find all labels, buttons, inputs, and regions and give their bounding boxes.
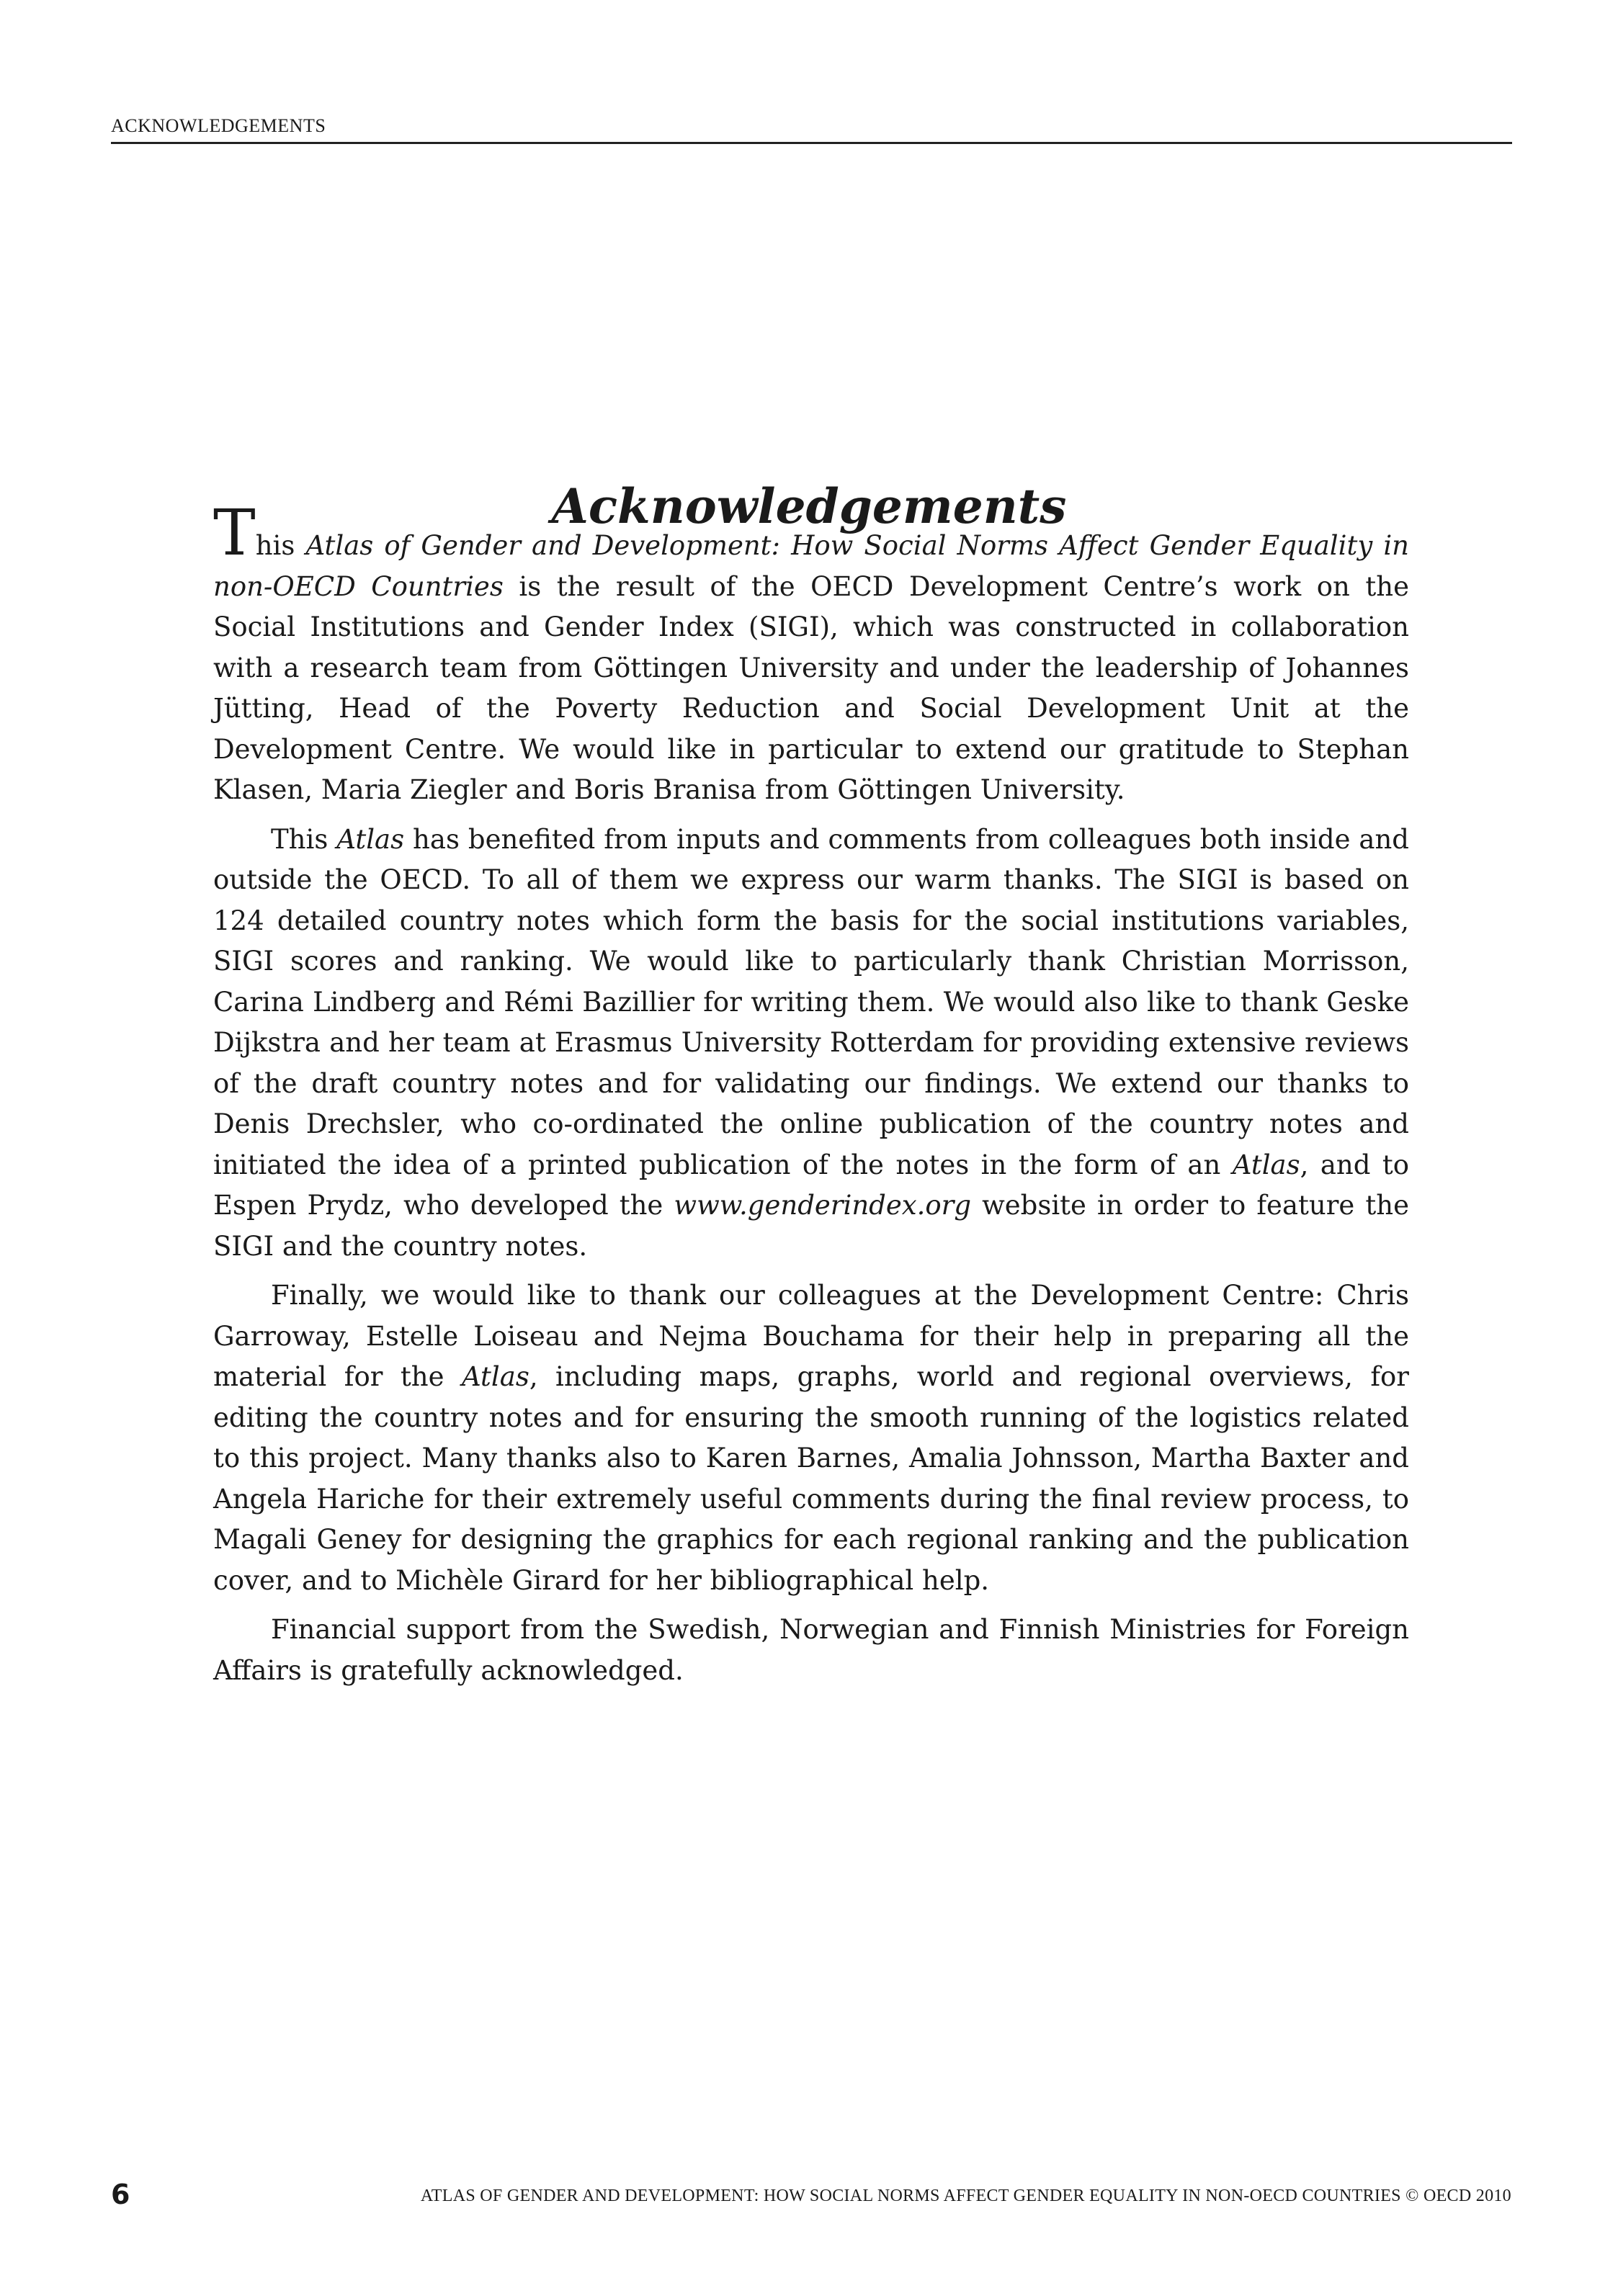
paragraph-2-text: has benefited from inputs and comments from colleagues both inside and outside the OECD. To all of them we express our warm thanks. The SIGI is based on 124 detailed country notes which form the basis for the social institutions variables, SIGI scores and ranking. We would like to particularly thank Christian Morrisson, Carina Lindberg and Rémi Bazillier for writing them. We would also like to thank Geske Dijkstra and her team at Erasmus University Rotterdam for providing extensive reviews of the draft country notes and for validating our findings. We extend our thanks to Denis Drechsler, who co-ordinated the online publication of the country notes and initiated the idea of a printed publication of the notes in the form of an (213, 823, 1409, 1180)
paragraph-2 (213, 820, 1409, 1268)
footer-text: ATLAS OF GENDER AND DEVELOPMENT: HOW SOCIAL NORMS AFFECT GENDER EQUALITY IN NON-OECD COUNTRIES © OECD 2010 (420, 2187, 1511, 2205)
header-rule (111, 142, 1512, 144)
paragraph-3-text: , including maps, graphs, world and regional overviews, for editing the country notes and for ensuring the smooth running of the logistics related to this project. Many thanks also to Karen Barnes, Amalia Johnsson, Martha Baxter and Angela Hariche for their extremely useful comments during the final review process, to Magali Geney for designing the graphics for each regional ranking and the publication cover, and to Michèle Girard for her bibliographical help. (213, 1361, 1409, 1596)
paragraph-4-text: Financial support from the Swedish, Norwegian and Finnish Ministries for Foreign Affairs is gratefully acknowledged. (213, 1614, 1409, 1686)
paragraph-2-text: website in order to feature the SIGI and the country notes. (213, 1190, 1409, 1262)
page-title: Acknowledgements (551, 478, 1067, 535)
paragraph-4 (213, 1610, 1409, 1691)
atlas-italic: Atlas (336, 823, 405, 855)
paragraph-1-text: his (255, 530, 306, 561)
website-url: www.genderindex.org (674, 1190, 972, 1221)
paragraph-1-text: is the result of the OECD Development Centre’s work on the Social Institutions and Gender Index (SIGI), which was constructed in collaboration with a research team from Göttingen University and under the leadership of Johannes Jütting, Head of the Poverty Reduction and Social Development Unit at the Development Centre. We would like in particular to extend our gratitude to Stephan Klasen, Maria Ziegler and Boris Branisa from Göttingen University. (213, 570, 1409, 805)
atlas-italic: Atlas (1232, 1149, 1300, 1180)
paragraph-2-text: , and to Espen Prydz, who developed the (213, 1149, 1409, 1221)
running-header: ACKNOWLEDGEMENTS (111, 115, 326, 136)
atlas-italic: Atlas (461, 1361, 529, 1392)
drop-cap: T (213, 495, 256, 570)
paragraph-3 (213, 1275, 1409, 1601)
page-number: 6 (111, 2179, 130, 2210)
paragraph-3-text: Finally, we would like to thank our colleagues at the Development Centre: Chris Garroway, Estelle Loiseau and Nejma Bouchama for their help in preparing all the material for the (213, 1280, 1409, 1392)
publication-title: Atlas of Gender and Development: How Social Norms Affect Gender Equality in non-OECD Countries (213, 530, 1409, 602)
paragraph-2-text: This (271, 823, 337, 855)
